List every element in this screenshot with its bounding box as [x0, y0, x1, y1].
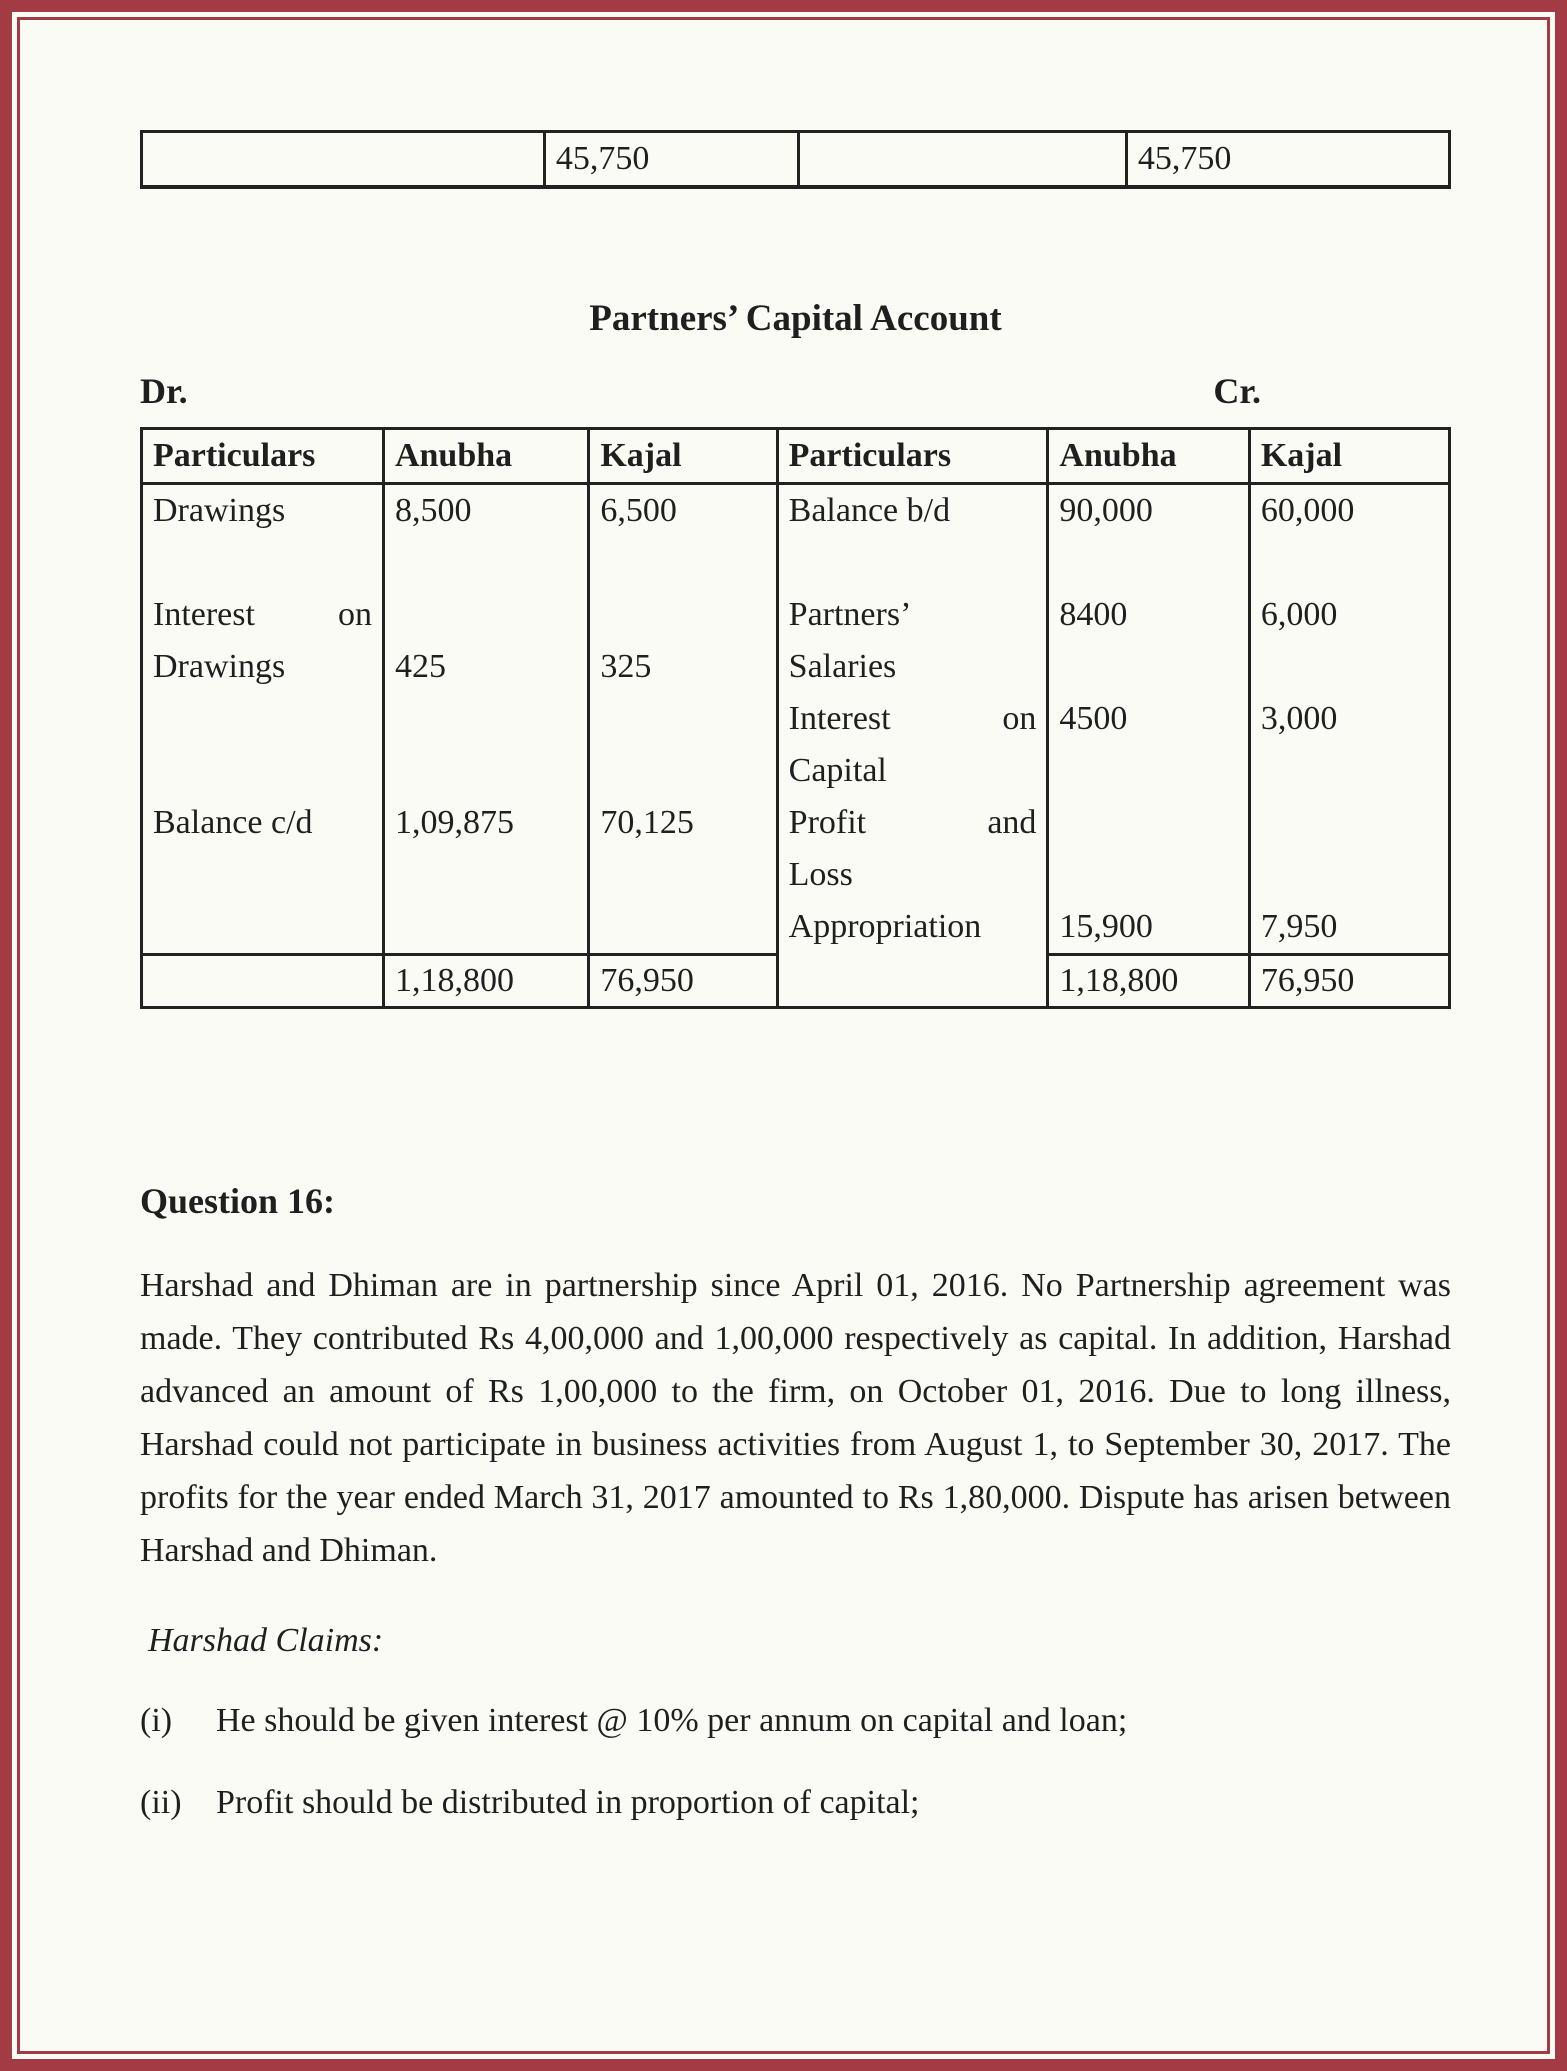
- prev-table-cell-empty: [798, 132, 1126, 188]
- table-line: Drawings: [153, 648, 286, 685]
- prev-table-total-right: 45,750: [1126, 132, 1449, 188]
- document-page: [17, 17, 1550, 2054]
- table-row: [142, 132, 1450, 188]
- question-heading: Question 16:: [140, 1181, 336, 1221]
- account-title: Partners’ Capital Account: [589, 298, 1002, 339]
- table-line: Balance c/d: [153, 804, 313, 841]
- prev-table-cell-empty: [142, 132, 545, 188]
- partners-capital-account-table: [140, 427, 1451, 1009]
- dr-particulars-cell: [142, 484, 384, 955]
- table-line: 6,500: [600, 492, 677, 529]
- header-kajal-dr: Kajal: [589, 429, 777, 484]
- table-line: [143, 745, 382, 797]
- table-body-row: [142, 484, 1450, 955]
- table-line: [1049, 537, 1247, 589]
- table-line: 7,950: [1260, 908, 1338, 945]
- table-line: [590, 537, 775, 589]
- table-line: [590, 693, 775, 745]
- table-line: 90,000: [1059, 492, 1153, 529]
- table-line: [1251, 641, 1448, 693]
- table-line: [1049, 849, 1247, 901]
- table-line: Profit and: [788, 804, 1037, 841]
- cr-total-particulars-empty: [777, 955, 1048, 1008]
- table-line: 325: [600, 648, 652, 685]
- table-line: Interest on: [788, 700, 1037, 737]
- claim-text-i: He should be given interest @ 10% per annum on capital and loan;: [216, 1702, 1128, 1739]
- question-body-text: Harshad and Dhiman are in partnership since April 01, 2016. No Partnership agreement was made. They contributed Rs 4,00,000 and 1,00,000 respectively as capital. In addition, Harshad advanced an amount of Rs 1,00,000 to the firm, on October 01, 2016. Due to long illness, Harshad could not participate in business activities from August 1, to September 30, 2017. The profits for the year ended March 31, 2017 amounted to Rs 1,80,000. Dispute has arisen between Harshad and Dhiman.: [140, 1267, 1451, 1569]
- table-line: [1049, 797, 1247, 849]
- dr-label: Dr.: [140, 371, 188, 411]
- table-line: [385, 589, 587, 641]
- table-header-row: [142, 429, 1450, 484]
- table-line: [143, 537, 382, 589]
- table-line: 60,000: [1260, 492, 1355, 529]
- dr-kajal-cell: [589, 484, 777, 955]
- table-line: [385, 849, 587, 901]
- claim-marker-ii: (ii): [140, 1784, 182, 1821]
- table-line: [779, 537, 1047, 589]
- table-line: [385, 901, 587, 953]
- header-anubha-cr: Anubha: [1048, 429, 1249, 484]
- previous-table-fragment: [140, 130, 1451, 189]
- cr-kajal-cell: [1249, 484, 1449, 955]
- header-anubha-dr: Anubha: [383, 429, 588, 484]
- dr-total-anubha: 1,18,800: [383, 955, 588, 1008]
- table-line: [1251, 849, 1448, 901]
- table-line: 4500: [1059, 700, 1128, 737]
- table-line: 6,000: [1260, 596, 1338, 633]
- table-line: Interest on: [153, 596, 372, 633]
- claim-item-2: [140, 1777, 1451, 1829]
- dr-total-particulars-empty: [142, 955, 384, 1008]
- table-line: Drawings: [153, 492, 286, 529]
- table-line: [385, 693, 587, 745]
- cr-label: Cr.: [1213, 371, 1261, 411]
- table-line: [590, 589, 775, 641]
- table-line: [1251, 797, 1448, 849]
- cr-total-kajal: 76,950: [1249, 955, 1449, 1008]
- table-line: 3,000: [1260, 700, 1338, 737]
- table-line: [1049, 641, 1247, 693]
- table-line: [1251, 745, 1448, 797]
- table-line: Salaries: [788, 648, 897, 685]
- table-line: 8,500: [394, 492, 472, 529]
- table-line: [590, 745, 775, 797]
- table-line: Loss: [788, 856, 853, 893]
- cr-particulars-cell: [777, 484, 1048, 955]
- header-kajal-cr: Kajal: [1249, 429, 1449, 484]
- table-line: [385, 537, 587, 589]
- claim-marker-i: (i): [140, 1702, 173, 1739]
- dr-anubha-cell: [383, 484, 588, 955]
- table-line: [143, 849, 382, 901]
- table-line: [590, 901, 775, 953]
- header-particulars-cr: Particulars: [777, 429, 1048, 484]
- table-line: Partners’: [788, 596, 912, 633]
- claim-item-1: [140, 1695, 1451, 1747]
- table-line: [143, 901, 382, 953]
- dr-total-kajal: 76,950: [589, 955, 777, 1008]
- cr-total-anubha: 1,18,800: [1048, 955, 1249, 1008]
- table-line: 15,900: [1059, 908, 1153, 945]
- table-line: 8400: [1059, 596, 1128, 633]
- page-frame-gap: [12, 12, 1555, 2059]
- table-line: 425: [394, 648, 446, 685]
- dr-cr-row: [140, 369, 1451, 413]
- cr-anubha-cell: [1048, 484, 1249, 955]
- table-line: [1251, 537, 1448, 589]
- table-line: 1,09,875: [394, 804, 514, 841]
- table-total-row: [142, 955, 1450, 1008]
- table-line: 70,125: [600, 804, 694, 841]
- table-line: [385, 745, 587, 797]
- prev-table-total-left: 45,750: [544, 132, 798, 188]
- claims-heading: Harshad Claims:: [148, 1622, 384, 1659]
- table-line: [143, 693, 382, 745]
- table-line: [590, 849, 775, 901]
- claim-text-ii: Profit should be distributed in proportion of capital;: [216, 1784, 920, 1821]
- table-line: Appropriation: [788, 908, 982, 945]
- table-line: [1049, 745, 1247, 797]
- header-particulars-dr: Particulars: [142, 429, 384, 484]
- table-line: Balance b/d: [788, 492, 951, 529]
- table-line: Capital: [788, 752, 887, 789]
